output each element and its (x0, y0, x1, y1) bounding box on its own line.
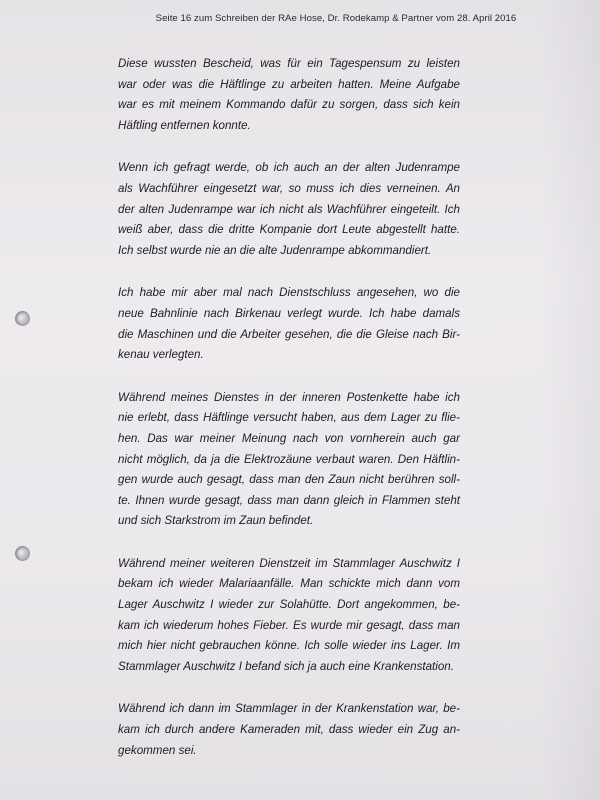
text-line: als Wachführer eingesetzt war, so muss ich dies verneinen. An (118, 181, 460, 195)
paragraph (118, 554, 460, 678)
page-shadow (540, 0, 600, 800)
text-line: Stammlager Auschwitz I befand sich ja auch eine Krankenstation. (118, 659, 454, 673)
text-line: die Maschinen und die Arbeiter gesehen, die die Gleise nach Bir- (118, 327, 460, 341)
text-line: gen wurde auch gesagt, dass man den Zaun nicht berühren soll- (118, 473, 460, 487)
text-line: war es mit meinem Kommando dafür zu sorgen, dass sich kein (118, 98, 460, 112)
page-header: Seite 16 zum Schreiben der RAe Hose, Dr. Rodekamp & Partner vom 28. April 2016 (155, 13, 517, 24)
paragraph (118, 158, 460, 261)
paragraph (118, 388, 460, 532)
text-line: war oder was die Häftlinge zu arbeiten hatten. Meine Aufgabe (118, 77, 460, 91)
paragraph (118, 54, 460, 136)
document-body (118, 54, 460, 783)
text-line: Lager Auschwitz I wieder zur Solahütte. Dort angekommen, be- (118, 598, 460, 612)
text-line: Ich habe mir aber mal nach Dienstschluss angesehen, wo die (118, 286, 460, 300)
text-line: kam ich durch andere Kameraden mit, dass wieder ein Zug an- (118, 723, 460, 737)
text-line: weiß aber, dass die dritte Kompanie dort Leute abgestellt hatte. (118, 223, 460, 237)
text-line: Während meines Dienstes in der inneren Postenkette habe ich (118, 390, 460, 404)
text-line: kam ich wiederum hohes Fieber. Es wurde mir gesagt, dass man (118, 618, 460, 632)
punch-hole (15, 311, 30, 326)
text-line: bekam ich wieder Malariaanfälle. Man schickte mich dann vom (118, 577, 460, 591)
text-line: kenau verlegten. (118, 348, 204, 362)
text-line: und sich Starkstrom im Zaun befindet. (118, 514, 314, 528)
paragraph (118, 283, 460, 365)
text-line: nicht möglich, da ja die Elektrozäune verbaut waren. Den Häftlin- (118, 452, 460, 466)
text-line: neue Bahnlinie nach Birkenau verlegt wurde. Ich habe damals (118, 306, 460, 320)
text-line: der alten Judenrampe war ich nicht als Wachführer eingeteilt. Ich (118, 202, 460, 216)
text-line: te. Ihnen wurde gesagt, dass man dann gleich in Flammen steht (118, 493, 460, 507)
text-line: Ich selbst wurde nie an die alte Judenrampe abkommandiert. (118, 243, 432, 257)
text-line: nie erlebt, dass Häftlinge versucht haben, aus dem Lager zu flie- (118, 411, 460, 425)
text-line: Wenn ich gefragt werde, ob ich auch an der alten Judenrampe (118, 161, 460, 175)
text-line: hen. Das war meiner Meinung nach von vornherein auch gar (118, 431, 460, 445)
text-line: Während meiner weiteren Dienstzeit im Stammlager Auschwitz I (118, 556, 460, 570)
text-line: Häftling entfernen konnte. (118, 118, 251, 132)
paragraph (118, 699, 460, 761)
text-line: Während ich dann im Stammlager in der Krankenstation war, be- (118, 702, 460, 716)
text-line: Diese wussten Bescheid, was für ein Tagespensum zu leisten (118, 57, 460, 70)
text-line: gekommen sei. (118, 743, 197, 757)
punch-hole (15, 546, 30, 561)
text-line: mich hier nicht gebrauchen könne. Ich solle wieder ins Lager. Im (118, 639, 460, 653)
